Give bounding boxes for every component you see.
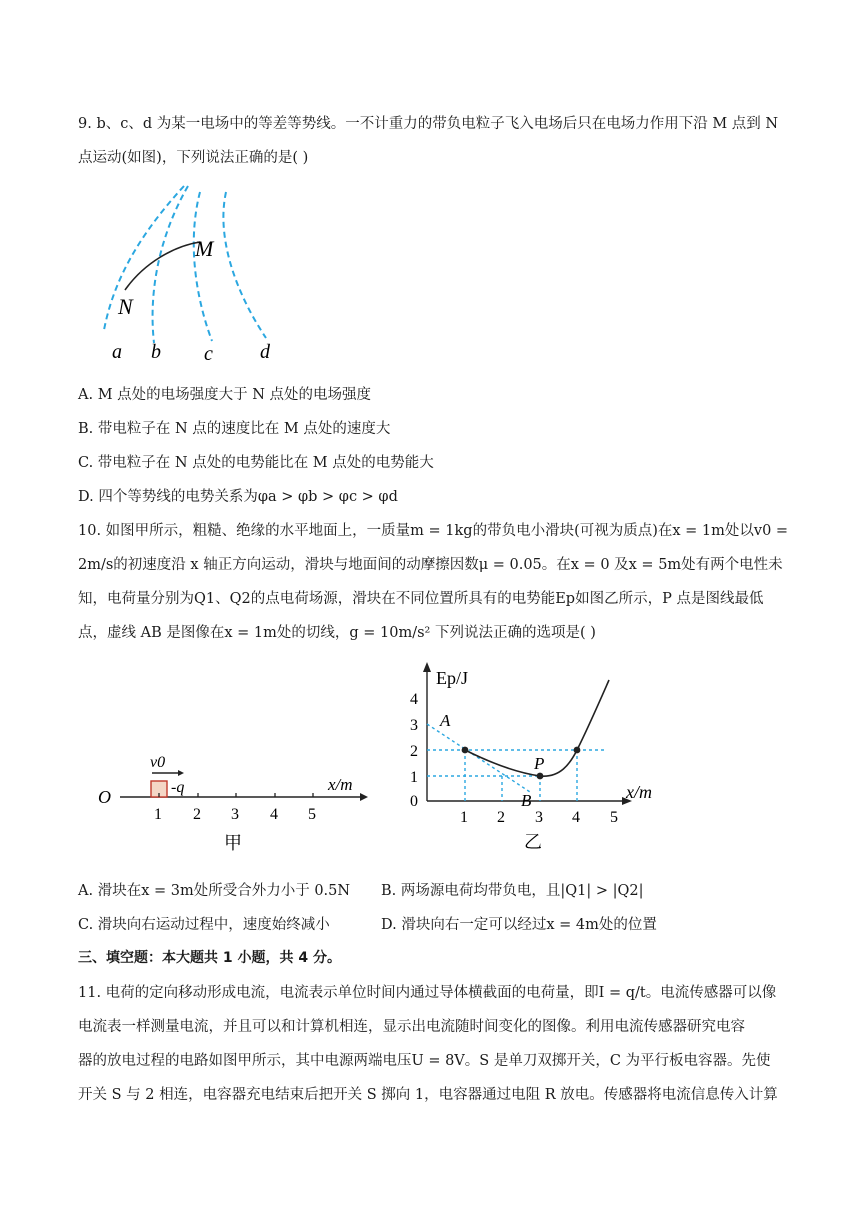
- label-B: B: [521, 791, 532, 810]
- label-a: a: [112, 341, 122, 363]
- xtick-3: 3: [535, 809, 543, 826]
- xtick-1: 1: [460, 809, 468, 826]
- point-P: [537, 773, 544, 780]
- q10-figure-yi: [400, 660, 680, 856]
- origin-label: O: [98, 787, 111, 807]
- q10-option-d: D. 滑块向右一定可以经过x = 4m处的位置: [381, 917, 657, 933]
- q11-line-2: 电流表一样测量电流，并且可以和计算机相连，显示出电流随时间变化的图像。利用电流传感器研究电容: [78, 1019, 745, 1035]
- label-d: d: [260, 341, 270, 363]
- caption-jia: 甲: [224, 833, 242, 853]
- q10-option-c: C. 滑块向右运动过程中，速度始终减小: [78, 917, 330, 933]
- ytick-4: 4: [410, 691, 418, 708]
- q10-option-a: A. 滑块在x = 3m处所受合外力小于 0.5N: [78, 883, 351, 899]
- tick-1: 1: [154, 806, 162, 823]
- point-x4: [574, 747, 581, 754]
- label-P: P: [534, 754, 545, 773]
- ytick-0: 0: [410, 793, 418, 810]
- equipotential-a: [104, 186, 184, 330]
- q9-option-d: D. 四个等势线的电势关系为φa > φb > φc > φd: [78, 489, 398, 505]
- q9-option-b: B. 带电粒子在 N 点的速度比在 M 点处的速度大: [78, 421, 391, 437]
- equipotential-c: [194, 192, 212, 341]
- section-3-title: 三、填空题：本大题共 1 小题，共 4 分。: [78, 950, 341, 966]
- xtick-2: 2: [497, 809, 505, 826]
- q11-line-4: 开关 S 与 2 相连，电容器充电结束后把开关 S 掷向 1，电容器通过电阻 R 放电。传感器将电流信息传入计算: [78, 1087, 778, 1103]
- tick-2: 2: [193, 806, 201, 823]
- v0-label: v0: [150, 754, 166, 771]
- xtick-5: 5: [610, 809, 618, 826]
- q9-option-c: C. 带电粒子在 N 点处的电势能比在 M 点处的电势能大: [78, 455, 434, 471]
- q10-option-b: B. 两场源电荷均带负电，且|Q1| > |Q2|: [381, 883, 644, 899]
- xtick-4: 4: [572, 809, 580, 826]
- x-axis-arrow: [360, 793, 368, 801]
- ytick-2: 2: [410, 743, 418, 760]
- q9-figure: [96, 178, 296, 368]
- tick-3: 3: [231, 806, 239, 823]
- q10-line-2: 2m/s的初速度沿 x 轴正方向运动，滑块与地面间的动摩擦因数μ = 0.05。在x = 0 及x = 5m处有两个电性未: [78, 557, 783, 573]
- y-axis-label: Ep/J: [436, 668, 469, 688]
- q11-line-3: 器的放电过程的电路如图甲所示，其中电源两端电压U = 8V。S 是单刀双掷开关，C 为平行板电容器。先使: [78, 1053, 771, 1069]
- q9-option-a: A. M 点处的电场强度大于 N 点处的电场强度: [78, 387, 372, 403]
- q10-figure-jia: [92, 745, 382, 855]
- tangent-AB: [427, 724, 530, 792]
- charge-label: -q: [171, 779, 185, 796]
- label-N: N: [118, 294, 133, 319]
- q11-line-1: 11. 电荷的定向移动形成电流，电流表示单位时间内通过导体横截面的电荷量，即I = q/t。电流传感器可以像: [78, 985, 777, 1001]
- label-c: c: [204, 343, 213, 365]
- ytick-3: 3: [410, 717, 418, 734]
- label-A: A: [440, 711, 451, 730]
- label-b: b: [151, 341, 161, 363]
- q9-line-1: 9. b、c、d 为某一电场中的等差等势线。一不计重力的带负电粒子飞入电场后只在电场力作用下沿 M 点到 N: [78, 116, 779, 132]
- q10-line-1: 10. 如图甲所示，粗糙、绝缘的水平地面上，一质量m = 1kg的带负电小滑块(可视为质点)在x = 1m处以v0 =: [78, 523, 789, 539]
- q10-line-4: 点，虚线 AB 是图像在x = 1m处的切线，g = 10m/s² 下列说法正确的选项是( ): [78, 625, 596, 641]
- q10-line-3: 知，电荷量分别为Q1、Q2的点电荷场源，滑块在不同位置所具有的电势能Ep如图乙所示，P 点是图线最低: [78, 591, 764, 607]
- tick-4: 4: [270, 806, 278, 823]
- equipotential-b: [153, 186, 188, 343]
- particle-trajectory: [125, 242, 200, 290]
- q9-line-2: 点运动(如图)，下列说法正确的是( ): [78, 150, 309, 166]
- ytick-1: 1: [410, 769, 418, 786]
- axis-label: x/m: [328, 775, 353, 794]
- point-x1: [462, 747, 469, 754]
- caption-yi: 乙: [524, 832, 542, 852]
- label-M: M: [195, 236, 214, 261]
- tick-5: 5: [308, 806, 316, 823]
- equipotential-d: [223, 192, 266, 338]
- x-axis-label: x/m: [626, 782, 652, 802]
